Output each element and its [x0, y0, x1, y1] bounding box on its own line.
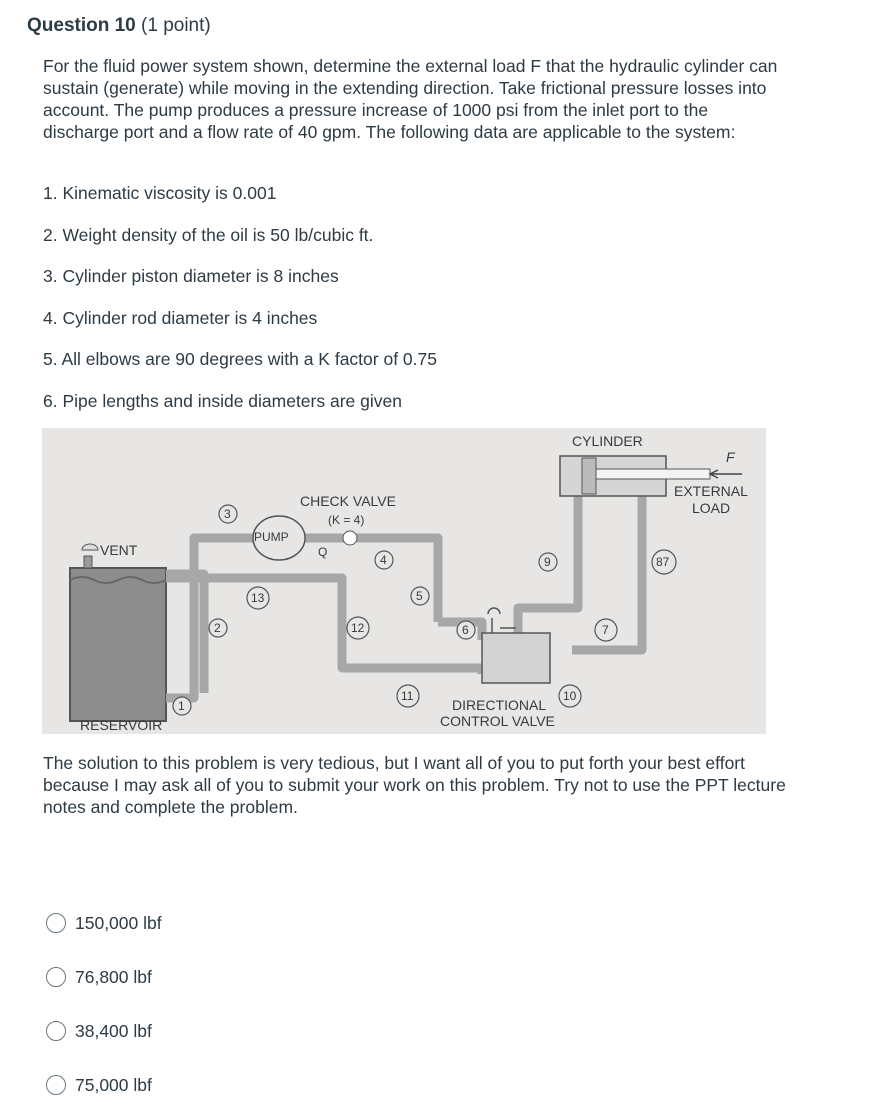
instructor-note: The solution to this problem is very tedious, but I want all of you to put forth your best effort because I may ask all of you to submit your work on this problem. Try not to use the PPT lecture notes and complete the problem. — [43, 753, 786, 817]
given-item: 6. Pipe lengths and inside diameters are given — [43, 390, 402, 411]
radio-button[interactable] — [46, 967, 66, 987]
check-valve — [343, 531, 357, 545]
label-check-valve: CHECK VALVE — [300, 493, 396, 509]
given-item: 2. Weight density of the oil is 50 lb/cubic ft. — [43, 224, 374, 245]
given-data-list — [43, 182, 437, 431]
node-3: 3 — [224, 507, 231, 521]
given-item: 4. Cylinder rod diameter is 4 inches — [43, 307, 318, 328]
node-1: 1 — [178, 699, 185, 713]
given-item: 3. Cylinder piston diameter is 8 inches — [43, 266, 339, 286]
question-title: Question 10 — [27, 15, 136, 36]
label-reservoir: RESERVOIR — [80, 717, 163, 733]
node-4: 4 — [380, 553, 387, 567]
pipe-suction — [166, 538, 254, 698]
node-12: 12 — [351, 621, 365, 635]
node-9: 9 — [544, 555, 551, 569]
answer-label: 150,000 lbf — [75, 912, 162, 933]
node-6: 6 — [462, 623, 469, 637]
label-dcv-1: DIRECTIONAL — [452, 697, 547, 713]
dcv-body — [482, 633, 550, 683]
question-header — [27, 15, 211, 37]
node-5: 5 — [416, 589, 423, 603]
given-item: 5. All elbows are 90 degrees with a K factor of 0.75 — [43, 349, 437, 369]
question-prompt: For the fluid power system shown, determine the external load F that the hydraulic cylinder can sustain (generate) while moving in the extending direction. Take frictional pressure losses into account. The pump produces a pressure increase of 1000 psi from the inlet port to the discharge port and a flow rate of 40 gpm. The following data are applicable to the system: — [43, 56, 778, 142]
answer-option-1[interactable] — [46, 896, 162, 950]
question-points: (1 point) — [141, 15, 211, 36]
node-13: 13 — [251, 591, 265, 605]
node-11: 11 — [401, 689, 414, 703]
answer-option-3[interactable] — [46, 1004, 162, 1058]
node-7: 7 — [602, 623, 609, 637]
node-10: 10 — [563, 689, 577, 703]
hydraulic-system-diagram — [42, 428, 766, 734]
radio-button[interactable] — [46, 913, 66, 933]
radio-button[interactable] — [46, 1021, 66, 1041]
answer-option-2[interactable] — [46, 950, 162, 1004]
given-item: 1. Kinematic viscosity is 0.001 — [43, 183, 277, 203]
label-cylinder: CYLINDER — [572, 433, 643, 449]
dcv-spring — [488, 608, 516, 633]
label-load: LOAD — [692, 500, 731, 516]
vent-cap — [84, 556, 92, 568]
force-arrow — [710, 470, 742, 478]
cylinder-piston — [582, 458, 596, 494]
vent-icon — [82, 544, 98, 550]
radio-button[interactable] — [46, 1075, 66, 1095]
node-2: 2 — [214, 621, 221, 635]
label-check-k: (K = 4) — [328, 513, 365, 527]
label-vent: VENT — [100, 542, 138, 558]
label-external: EXTERNAL — [674, 483, 748, 499]
label-pump: PUMP — [254, 530, 289, 544]
reservoir-tank — [70, 568, 166, 721]
answer-label: 38,400 lbf — [75, 1020, 152, 1041]
label-dcv-2: CONTROL VALVE — [440, 713, 555, 729]
label-flow: Q — [318, 545, 328, 559]
node-87: 87 — [656, 555, 670, 569]
cylinder-rod — [596, 469, 710, 479]
label-force: F — [726, 449, 735, 465]
answer-options — [46, 896, 162, 1112]
answer-label: 75,000 lbf — [75, 1074, 152, 1095]
answer-label: 76,800 lbf — [75, 966, 152, 987]
answer-option-4[interactable] — [46, 1058, 162, 1112]
